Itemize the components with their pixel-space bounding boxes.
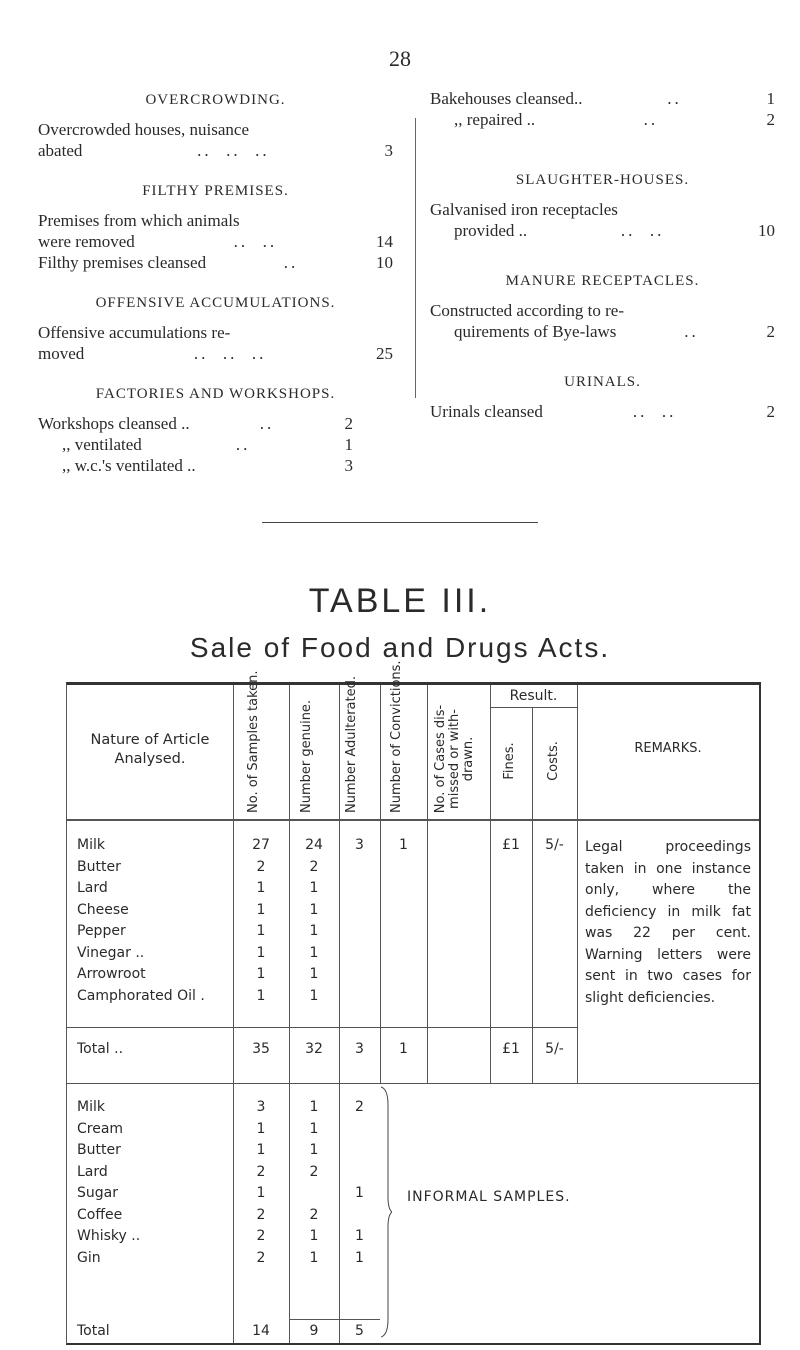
item-label: Workshops cleansed ..: [38, 414, 190, 433]
list-item: [38, 455, 353, 476]
item-label-cont: moved: [38, 344, 85, 363]
table-row-name: Pepper: [77, 923, 126, 939]
table-cell-genuine: 1: [309, 1249, 319, 1266]
item-value: 3: [344, 456, 353, 475]
col-divider: [289, 685, 290, 1343]
item-value: 25: [376, 344, 393, 363]
row-divider: [289, 1319, 380, 1320]
item-label: Filthy premises cleansed: [38, 253, 207, 272]
section-heading: MANURE RECEPTACLES.: [505, 273, 700, 289]
table-cell-adulterated: 1: [355, 1249, 364, 1266]
table-cell-genuine: 1: [309, 987, 319, 1004]
col-divider: [380, 685, 381, 1083]
table-cell-genuine: 1: [309, 901, 319, 918]
remarks-text: Legal proceedings taken in one instance only, where the deficiency in milk fat was 22 per cent. Warning letters were sent in two cases for slight deficiencies.: [585, 839, 751, 1006]
table-row-name: Lard: [77, 1163, 108, 1180]
brace-icon: [380, 1085, 392, 1339]
section-urinals: [430, 372, 775, 422]
item-value: 14: [376, 232, 393, 251]
item-label-cont: were removed: [38, 232, 135, 251]
table-subtitle: Sale of Food and Drugs Acts.: [189, 632, 611, 663]
table-cell-genuine: 1: [309, 923, 319, 939]
informal-total-samples: 14: [252, 1323, 270, 1339]
table-cell-adulterated: 1: [355, 1228, 364, 1244]
table-cell-genuine: 1: [309, 966, 319, 982]
table-cell-adulterated: 3: [355, 837, 364, 853]
table-cell-samples: 1: [256, 901, 266, 918]
table-cell-samples: 1: [256, 966, 266, 982]
table-cell-samples: 1: [256, 923, 266, 939]
table-cell-genuine: 2: [309, 858, 319, 875]
table-cell-samples: 1: [256, 1120, 266, 1137]
table-row-name: Vinegar ..: [77, 944, 145, 961]
table-row-name: Cheese: [77, 901, 129, 918]
row-divider: [67, 1027, 577, 1028]
table-row-name: Camphorated Oil .: [77, 987, 205, 1004]
table-cell-samples: 2: [256, 1228, 266, 1244]
header-convictions: Number of Convictions.: [389, 660, 404, 813]
informal-total-adulterated: 5: [355, 1323, 364, 1339]
total-fines: £1: [502, 1041, 520, 1057]
informal-total-genuine: 9: [309, 1323, 319, 1339]
item-label: Overcrowded houses, nuisance: [38, 120, 250, 139]
row-divider: [490, 707, 577, 708]
col-divider: [427, 685, 428, 1083]
table-row-name: Whisky ..: [77, 1228, 141, 1244]
workshop-items: [38, 413, 393, 476]
list-item: Premises from which animals were removed .. .. 14: [38, 211, 393, 251]
table-cell-genuine: 1: [309, 944, 319, 961]
item-label: Bakehouses cleansed..: [430, 89, 583, 108]
list-item: quirements of Bye-laws .. 2: [454, 322, 775, 341]
item-value: 3: [384, 141, 393, 160]
col-divider: [233, 685, 234, 1343]
table-row-name: Coffee: [77, 1206, 123, 1223]
table-row-name: Cream: [77, 1120, 124, 1137]
item-value: 2: [766, 322, 775, 341]
header-nature: Nature of Article Analysed.: [90, 732, 210, 767]
table-cell-genuine: 2: [309, 1206, 319, 1223]
header-genuine: Number genuine.: [299, 699, 314, 813]
table-title: TABLE III.: [308, 582, 492, 620]
table-cell-genuine: 1: [309, 1099, 319, 1115]
list-item: ,, repaired .. .. 2: [454, 110, 775, 129]
header-adulterated: Number Adulterated.: [344, 675, 359, 813]
section-slaughter-houses: [430, 170, 775, 241]
item-value: 1: [344, 435, 353, 454]
table-cell-adulterated: 2: [355, 1099, 364, 1115]
total-samples: 35: [252, 1041, 270, 1057]
header-remarks: REMARKS.: [634, 741, 702, 756]
list-item: provided .. .. .. 10: [454, 221, 775, 240]
total-convictions: 1: [399, 1041, 408, 1057]
page-number: 28: [389, 46, 411, 71]
table-row-name: Milk: [77, 1099, 105, 1115]
table-cell-samples: 2: [256, 1249, 266, 1266]
table-row-name: Milk: [77, 837, 105, 853]
section-heading: SLAUGHTER-HOUSES.: [515, 172, 690, 188]
table-cell-samples: 2: [256, 858, 266, 875]
informal-samples-label: INFORMAL SAMPLES.: [407, 1189, 571, 1205]
row-divider: [67, 1083, 759, 1084]
table-cell-genuine: 1: [309, 1120, 319, 1137]
table-cell-genuine: 2: [309, 1163, 319, 1180]
informal-total-label: Total: [77, 1323, 110, 1339]
item-value: 10: [376, 253, 393, 272]
table-cell-fines: £1: [502, 837, 520, 853]
table-cell-samples: 2: [256, 1163, 266, 1180]
table-cell-convictions: 1: [399, 837, 408, 853]
total-adulterated: 3: [355, 1041, 364, 1057]
total-costs: 5/-: [545, 1041, 564, 1057]
table-row-name: Arrowroot: [77, 966, 146, 982]
total-genuine: 32: [305, 1041, 323, 1057]
list-item: Urinals cleansed .. .. 2: [430, 402, 775, 421]
item-label: Premises from which animals: [38, 211, 240, 230]
col-divider: [339, 685, 340, 1343]
table-row-name: Butter: [77, 1142, 121, 1158]
item-value: 2: [766, 110, 775, 129]
section-heading: OVERCROWDING.: [145, 92, 286, 108]
list-item: ,, ventilated .. 1: [62, 435, 353, 454]
food-drugs-table: [66, 660, 761, 1345]
header-divider: [67, 819, 759, 821]
table-cell-samples: 27: [252, 837, 270, 853]
item-label-cont: quirements of Bye-laws: [454, 322, 617, 341]
item-value: 1: [766, 89, 775, 108]
section-heading: OFFENSIVE ACCUMULATIONS.: [95, 295, 336, 311]
item-value: 2: [766, 402, 775, 421]
section-filthy-premises: [38, 181, 393, 273]
list-item: Overcrowded houses, nuisance abated .. .. .. 3: [38, 120, 393, 160]
table-cell-samples: 1: [256, 1142, 266, 1158]
left-column: [38, 90, 393, 476]
section-factories-workshops: [38, 384, 393, 476]
table-row-name: Lard: [77, 880, 108, 896]
section-offensive-accumulations: [38, 293, 393, 364]
list-item: Filthy premises cleansed .. 10: [38, 253, 393, 272]
item-label-cont: abated: [38, 141, 83, 160]
table-row-name: Gin: [77, 1249, 101, 1266]
item-value: 2: [344, 414, 353, 433]
section-heading: FACTORIES AND WORKSHOPS.: [95, 386, 336, 402]
table-cell-genuine: 1: [309, 1228, 319, 1244]
table-row-name: Butter: [77, 858, 121, 875]
list-item: Workshops cleansed .. .. 2: [38, 414, 353, 433]
header-dismissed: No. of Cases dis-missed or with-drawn.: [433, 704, 476, 814]
section-heading: URINALS.: [564, 374, 641, 390]
item-label: Offensive accumulations re-: [38, 323, 231, 342]
table-cell-samples: 3: [256, 1099, 266, 1115]
table-cell-samples: 1: [256, 987, 266, 1004]
item-label: ,, w.c.'s ventilated ..: [62, 456, 196, 475]
item-label-cont: provided ..: [454, 221, 528, 240]
list-item: Bakehouses cleansed.. .. 1: [430, 89, 775, 108]
table-cell-samples: 2: [256, 1206, 266, 1223]
table-cell-costs: 5/-: [545, 837, 564, 853]
table-cell-genuine: 1: [309, 1142, 319, 1158]
table-cell-genuine: 1: [309, 880, 319, 896]
list-item: Offensive accumulations re- moved .. .. .. 25: [38, 323, 393, 363]
item-label: Galvanised iron receptacles: [430, 200, 618, 219]
header-costs: Costs.: [546, 741, 561, 781]
item-label: ,, repaired ..: [454, 110, 536, 129]
section-rule: [262, 522, 538, 523]
total-label: Total ..: [77, 1041, 124, 1057]
column-divider: [415, 118, 416, 398]
item-label: ,, ventilated: [62, 435, 142, 454]
table-row-name: Sugar: [77, 1185, 118, 1201]
table-cell-genuine: 24: [305, 837, 323, 853]
table-cell-samples: 1: [256, 1185, 266, 1201]
section-overcrowding: [38, 90, 393, 161]
section-heading: FILTHY PREMISES.: [142, 183, 289, 199]
item-label: Constructed according to re-: [430, 301, 625, 320]
header-result: Result.: [509, 688, 558, 704]
table-cell-samples: 1: [256, 880, 266, 896]
item-value: 10: [758, 221, 775, 240]
table-cell-adulterated: 1: [355, 1185, 364, 1201]
col-divider: [490, 685, 491, 1083]
right-column: [430, 88, 775, 422]
table-cell-samples: 1: [256, 944, 266, 961]
header-fines: Fines.: [502, 742, 517, 780]
item-label: Urinals cleansed: [430, 402, 543, 421]
header-samples: No. of Samples taken.: [246, 670, 261, 813]
section-manure-receptacles: [430, 271, 775, 342]
